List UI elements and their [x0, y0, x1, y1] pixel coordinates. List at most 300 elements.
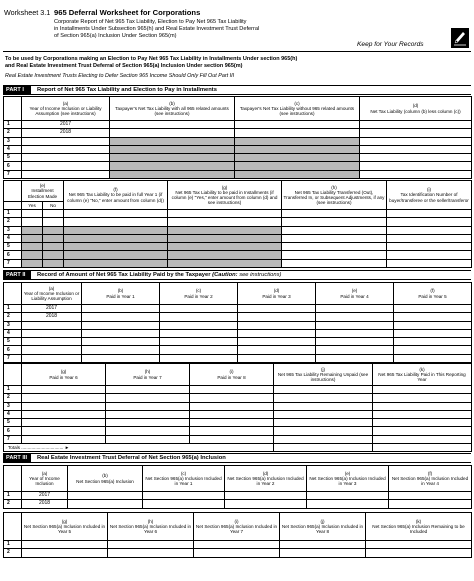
shaded-cell [64, 234, 168, 242]
entry-cell[interactable] [160, 329, 238, 337]
entry-cell[interactable] [387, 259, 472, 267]
row-number: 6 [4, 427, 22, 435]
entry-cell[interactable] [22, 321, 82, 329]
entry-cell[interactable] [106, 386, 190, 394]
entry-cell[interactable] [225, 500, 307, 508]
shaded-cell [43, 259, 64, 267]
subtitle-line: of Section 965(a) Inclusion Under Section 965(m) [54, 33, 177, 40]
table-row [4, 218, 472, 226]
entry-cell[interactable] [22, 435, 106, 443]
row-number: 4 [4, 234, 22, 242]
row-number: 2 [4, 313, 22, 321]
entry-cell[interactable] [22, 210, 43, 218]
entry-cell[interactable] [82, 346, 160, 354]
row-number: 3 [4, 321, 22, 329]
table-row [4, 549, 472, 557]
table-row [4, 435, 472, 443]
row-number: 1 [4, 305, 22, 313]
entry-cell[interactable] [106, 435, 190, 443]
row-number: 1 [4, 386, 22, 394]
entry-cell[interactable] [394, 329, 472, 337]
table-row [4, 137, 472, 145]
column-header: (b) Taxpayer's Net Tax Liability with all 965 related amounts (see instructions) [110, 97, 235, 121]
table-row [4, 427, 472, 435]
row-number: 1 [4, 492, 22, 500]
row-number: 3 [4, 226, 22, 234]
shaded-cell [43, 243, 64, 251]
intro-text [5, 56, 465, 70]
blank-cell [4, 181, 22, 202]
entry-cell[interactable] [22, 137, 110, 145]
totals-cell[interactable] [274, 444, 373, 452]
entry-cell[interactable] [387, 234, 472, 242]
entry-cell[interactable] [394, 321, 472, 329]
column-header: (h) Net Section 965(a) Inclusion Included in Year 6 [108, 513, 194, 541]
table-row [4, 402, 472, 410]
entry-cell[interactable] [282, 234, 387, 242]
intro-line: and Real Estate Investment Trust Deferral of Section 965(a) Inclusion Under section 965(m) [5, 62, 243, 69]
year-cell: 2018 [22, 129, 110, 137]
column-header: (c) Net Section 965(a) Inclusion Included in Year 1 [143, 466, 225, 492]
entry-cell[interactable] [373, 386, 472, 394]
entry-cell[interactable] [22, 338, 82, 346]
column-header: (j) Net 965 Tax Liability Remaining Unpaid (see instructions) [274, 364, 373, 386]
table-row [4, 313, 472, 321]
part1-title: Report of Net 965 Tax Liability and Election to Pay in Installments [37, 87, 217, 93]
entry-cell[interactable] [360, 129, 472, 137]
shaded-cell [64, 259, 168, 267]
column-header: (j) Net Section 965(a) Inclusion Included in Year 8 [280, 513, 366, 541]
entry-cell[interactable] [238, 338, 316, 346]
entry-cell[interactable] [373, 402, 472, 410]
row-number: 2 [4, 129, 22, 137]
intro-line: To be used by Corporations making an Election to Pay Net 965 Tax Liability in Installments Under section 965(h) [5, 56, 298, 62]
entry-cell[interactable] [238, 329, 316, 337]
shaded-cell [64, 251, 168, 259]
row-number: 2 [4, 218, 22, 226]
entry-cell[interactable] [22, 162, 110, 170]
entry-cell[interactable] [387, 226, 472, 234]
entry-cell[interactable] [373, 427, 472, 435]
row-number: 1 [4, 210, 22, 218]
entry-cell[interactable] [22, 549, 108, 557]
worksheet-label: Worksheet 3.1 [4, 8, 51, 17]
table-row [4, 354, 472, 362]
entry-cell[interactable] [238, 321, 316, 329]
entry-cell[interactable] [68, 492, 143, 500]
blank-cell [4, 283, 22, 305]
entry-cell[interactable] [190, 410, 274, 418]
entry-cell[interactable] [387, 251, 472, 259]
entry-cell[interactable] [360, 137, 472, 145]
column-header: (g) Paid in Year 6 [22, 364, 106, 386]
entry-cell[interactable] [68, 500, 143, 508]
table-header-row [4, 364, 472, 386]
entry-cell[interactable] [238, 346, 316, 354]
entry-cell[interactable] [282, 218, 387, 226]
row-number: 5 [4, 338, 22, 346]
blank-cell [4, 202, 22, 210]
table-row [4, 226, 472, 234]
entry-cell[interactable] [394, 338, 472, 346]
entry-cell[interactable] [373, 435, 472, 443]
column-header: (i) Tax Identification Number of buyer/transferee or the seller/transferor [387, 181, 472, 210]
column-header: (b) Paid in Year 1 [82, 283, 160, 305]
entry-cell[interactable] [360, 154, 472, 162]
entry-cell[interactable] [394, 354, 472, 362]
table-row [4, 541, 472, 549]
totals-row [4, 444, 472, 452]
entry-cell[interactable] [190, 394, 274, 402]
table-row [4, 170, 472, 178]
entry-cell[interactable] [316, 305, 394, 313]
entry-cell[interactable] [316, 354, 394, 362]
entry-cell[interactable] [82, 338, 160, 346]
keep-for-records-label: Keep for Your Records [357, 41, 424, 48]
shaded-cell [110, 137, 235, 145]
row-number: 6 [4, 162, 22, 170]
entry-cell[interactable] [274, 394, 373, 402]
yes-header: Yes [22, 202, 43, 210]
entry-cell[interactable] [282, 259, 387, 267]
subtitle-line: in Installments Under Subsection 965(h) and Real Estate Investment Trust Deferral [54, 26, 260, 33]
entry-cell[interactable] [316, 313, 394, 321]
shaded-cell [22, 259, 43, 267]
row-number: 1 [4, 121, 22, 129]
entry-cell[interactable] [394, 305, 472, 313]
table-row [4, 121, 472, 129]
entry-cell[interactable] [373, 410, 472, 418]
part1-table-a [3, 96, 472, 179]
table-row [4, 162, 472, 170]
table-row [4, 338, 472, 346]
table-row [4, 419, 472, 427]
blank-cell [4, 466, 22, 492]
entry-cell[interactable] [238, 313, 316, 321]
part1-header [3, 85, 471, 95]
table-row [4, 210, 472, 218]
row-number: 5 [4, 154, 22, 162]
entry-cell[interactable] [282, 251, 387, 259]
table-row [4, 500, 472, 508]
column-header: (g) Net Section 965(a) Inclusion Included in Year 5 [22, 513, 108, 541]
year-cell: 2018 [22, 313, 82, 321]
entry-cell[interactable] [106, 394, 190, 402]
shaded-cell [110, 154, 235, 162]
entry-cell[interactable] [373, 419, 472, 427]
year-cell: 2018 [22, 500, 68, 508]
column-header: (k) Net 965 Tax Liability Paid in This Reporting Year [373, 364, 472, 386]
entry-cell[interactable] [160, 346, 238, 354]
part3-table-a [3, 465, 472, 509]
part2-tag: PART II [3, 271, 31, 280]
no-header: No [43, 202, 64, 210]
entry-cell[interactable] [307, 500, 389, 508]
table-row [4, 234, 472, 242]
part2-table-b [3, 363, 472, 452]
entry-cell[interactable] [316, 346, 394, 354]
shaded-cell [235, 162, 360, 170]
shaded-cell [168, 243, 282, 251]
entry-cell[interactable] [82, 305, 160, 313]
row-number: 4 [4, 410, 22, 418]
entry-cell[interactable] [108, 549, 194, 557]
part2-header [3, 270, 471, 280]
entry-cell[interactable] [366, 549, 472, 557]
totals-label: Totals ................................. ► [4, 444, 274, 452]
shaded-cell [64, 243, 168, 251]
entry-cell[interactable] [373, 394, 472, 402]
column-header: (c) Paid in Year 2 [160, 283, 238, 305]
entry-cell[interactable] [387, 243, 472, 251]
shaded-cell [22, 234, 43, 242]
entry-cell[interactable] [190, 386, 274, 394]
table-row [4, 346, 472, 354]
worksheet-subtitle [54, 19, 374, 41]
row-number: 4 [4, 329, 22, 337]
shaded-cell [64, 226, 168, 234]
part2-table-a [3, 282, 472, 363]
entry-cell[interactable] [168, 218, 282, 226]
entry-cell[interactable] [43, 210, 64, 218]
entry-cell[interactable] [307, 492, 389, 500]
column-header: (f) Net Section 965(a) Inclusion Included in Year 4 [389, 466, 472, 492]
entry-cell[interactable] [394, 346, 472, 354]
table-row [4, 321, 472, 329]
table-row [4, 394, 472, 402]
entry-cell[interactable] [274, 435, 373, 443]
row-number: 1 [4, 541, 22, 549]
entry-cell[interactable] [108, 541, 194, 549]
part1-tag: PART I [3, 86, 31, 95]
column-header: (i) Paid in Year 8 [190, 364, 274, 386]
table-row [4, 386, 472, 394]
entry-cell[interactable] [22, 346, 82, 354]
year-cell: 2017 [22, 121, 110, 129]
entry-cell[interactable] [22, 541, 108, 549]
row-number: 5 [4, 243, 22, 251]
entry-cell[interactable] [82, 321, 160, 329]
column-header: (d) Net Section 965(a) Inclusion Included in Year 2 [225, 466, 307, 492]
entry-cell[interactable] [389, 500, 472, 508]
shaded-cell [168, 259, 282, 267]
entry-cell[interactable] [160, 321, 238, 329]
row-number: 7 [4, 435, 22, 443]
part2-title: Record of Amount of Net 965 Tax Liability Paid by the Taxpayer (Caution: see instructions) [37, 272, 282, 278]
entry-cell[interactable] [194, 541, 280, 549]
entry-cell[interactable] [280, 541, 366, 549]
row-number: 3 [4, 402, 22, 410]
header-rule [3, 51, 471, 52]
entry-cell[interactable] [43, 218, 64, 226]
shaded-cell [110, 162, 235, 170]
entry-cell[interactable] [280, 549, 366, 557]
entry-cell[interactable] [190, 435, 274, 443]
entry-cell[interactable] [316, 329, 394, 337]
column-header: (i) Net Section 965(a) Inclusion Included in Year 7 [194, 513, 280, 541]
entry-cell[interactable] [64, 218, 168, 226]
entry-cell[interactable] [22, 402, 106, 410]
column-header: (g) Net 965 Tax Liability to be paid in Installments (if column (e) "Yes," enter amount from column (d) and see instructions) [168, 181, 282, 210]
pencil-icon [451, 28, 469, 48]
blank-cell [4, 97, 22, 121]
part3-tag: PART III [3, 454, 31, 463]
entry-cell[interactable] [160, 338, 238, 346]
entry-cell[interactable] [190, 402, 274, 410]
entry-cell[interactable] [22, 394, 106, 402]
table-header-row [4, 513, 472, 541]
entry-cell[interactable] [394, 313, 472, 321]
entry-cell[interactable] [238, 305, 316, 313]
row-number: 3 [4, 137, 22, 145]
shaded-cell [43, 234, 64, 242]
table-header-row [4, 466, 472, 492]
entry-cell[interactable] [22, 145, 110, 153]
entry-cell[interactable] [274, 386, 373, 394]
part3-title: Real Estate Investment Trust Deferral of Net Section 965(a) Inclusion [37, 455, 226, 461]
entry-cell[interactable] [274, 427, 373, 435]
entry-cell[interactable] [282, 210, 387, 218]
table-row [4, 259, 472, 267]
entry-cell[interactable] [194, 549, 280, 557]
entry-cell[interactable] [143, 500, 225, 508]
row-number: 2 [4, 394, 22, 402]
entry-cell[interactable] [110, 121, 235, 129]
table-row [4, 251, 472, 259]
entry-cell[interactable] [190, 427, 274, 435]
row-number: 7 [4, 354, 22, 362]
intro-note: Real Estate Investment Trusts Electing to Defer Section 965 Income Should Only Fill Out Part III [5, 73, 235, 79]
column-header: (d) Net Tax Liability (column (b) less column (c)) [360, 97, 472, 121]
year-cell: 2017 [22, 492, 68, 500]
column-header: (b) Net Section 965(a) Inclusion [68, 466, 143, 492]
entry-cell[interactable] [22, 410, 106, 418]
entry-cell[interactable] [82, 329, 160, 337]
shaded-cell [43, 226, 64, 234]
entry-cell[interactable] [274, 419, 373, 427]
column-header: (e) Net Section 965(a) Inclusion Included in Year 3 [307, 466, 389, 492]
column-header: (a) Year of Income Inclusion or Liability Assumption [22, 283, 82, 305]
table-row [4, 154, 472, 162]
entry-cell[interactable] [274, 410, 373, 418]
shaded-cell [168, 251, 282, 259]
entry-cell[interactable] [143, 492, 225, 500]
entry-cell[interactable] [235, 129, 360, 137]
entry-cell[interactable] [360, 145, 472, 153]
entry-cell[interactable] [360, 121, 472, 129]
entry-cell[interactable] [282, 226, 387, 234]
shaded-cell [22, 226, 43, 234]
entry-cell[interactable] [387, 218, 472, 226]
entry-cell[interactable] [110, 129, 235, 137]
shaded-cell [43, 251, 64, 259]
entry-cell[interactable] [82, 354, 160, 362]
shaded-cell [22, 251, 43, 259]
entry-cell[interactable] [22, 354, 82, 362]
entry-cell[interactable] [160, 313, 238, 321]
row-number: 6 [4, 346, 22, 354]
row-number: 7 [4, 259, 22, 267]
column-header: (c) Taxpayer's Net Tax Liability without 965 related amounts (see instructions) [235, 97, 360, 121]
shaded-cell [110, 145, 235, 153]
entry-cell[interactable] [22, 170, 110, 178]
part3-table-b [3, 512, 472, 558]
table-header-row [4, 97, 472, 121]
entry-cell[interactable] [360, 162, 472, 170]
column-header: (f) Net 965 Tax Liability to be paid in full Year 1 (if column (e) "No," enter amount from column (d)) [64, 181, 168, 210]
entry-cell[interactable] [235, 121, 360, 129]
totals-cell[interactable] [373, 444, 472, 452]
table-header-row [4, 283, 472, 305]
column-header: (a) Year of Income Inclusion or Liability Assumption (see instructions) [22, 97, 110, 121]
entry-cell[interactable] [389, 492, 472, 500]
column-header: (h) Net 965 Tax Liability Transferred (Out), Transferred In, or Subsequent Adjustments, if any (see instructions) [282, 181, 387, 210]
entry-cell[interactable] [22, 386, 106, 394]
entry-cell[interactable] [22, 154, 110, 162]
table-row [4, 329, 472, 337]
entry-cell[interactable] [190, 419, 274, 427]
entry-cell[interactable] [22, 427, 106, 435]
entry-cell[interactable] [160, 305, 238, 313]
shaded-cell [235, 145, 360, 153]
entry-cell[interactable] [160, 354, 238, 362]
part3-header [3, 453, 471, 463]
blank-cell [4, 513, 22, 541]
column-header: (e) Paid in Year 4 [316, 283, 394, 305]
row-number: 2 [4, 500, 22, 508]
column-header: (e) Installment Election Made [22, 181, 64, 202]
shaded-cell [168, 234, 282, 242]
column-header: (h) Paid in Year 7 [106, 364, 190, 386]
row-number: 6 [4, 251, 22, 259]
entry-cell[interactable] [274, 402, 373, 410]
shaded-cell [235, 170, 360, 178]
column-header: (a) Year of Income Inclusion [22, 466, 68, 492]
entry-cell[interactable] [360, 170, 472, 178]
entry-cell[interactable] [168, 210, 282, 218]
entry-cell[interactable] [82, 313, 160, 321]
entry-cell[interactable] [22, 419, 106, 427]
entry-cell[interactable] [238, 354, 316, 362]
entry-cell[interactable] [22, 218, 43, 226]
table-row [4, 492, 472, 500]
entry-cell[interactable] [225, 492, 307, 500]
column-header: (k) Net Section 965(a) Inclusion Remaining to be Included [366, 513, 472, 541]
entry-cell[interactable] [106, 427, 190, 435]
worksheet-title: 965 Deferral Worksheet for Corporations [54, 8, 201, 17]
column-header: (f) Paid in Year 5 [394, 283, 472, 305]
row-number: 2 [4, 549, 22, 557]
entry-cell[interactable] [282, 243, 387, 251]
shaded-cell [235, 154, 360, 162]
entry-cell[interactable] [387, 210, 472, 218]
entry-cell[interactable] [106, 419, 190, 427]
arrow-right-icon: ► [64, 445, 70, 451]
entry-cell[interactable] [316, 321, 394, 329]
entry-cell[interactable] [366, 541, 472, 549]
table-row [4, 305, 472, 313]
subtitle-line: Corporate Report of Net 965 Tax Liability, Election to Pay Net 965 Tax Liability [54, 19, 247, 25]
entry-cell[interactable] [316, 338, 394, 346]
year-cell: 2017 [22, 305, 82, 313]
entry-cell[interactable] [106, 410, 190, 418]
row-number: 4 [4, 145, 22, 153]
entry-cell[interactable] [22, 329, 82, 337]
shaded-cell [168, 226, 282, 234]
table-row [4, 145, 472, 153]
entry-cell[interactable] [64, 210, 168, 218]
entry-cell[interactable] [106, 402, 190, 410]
